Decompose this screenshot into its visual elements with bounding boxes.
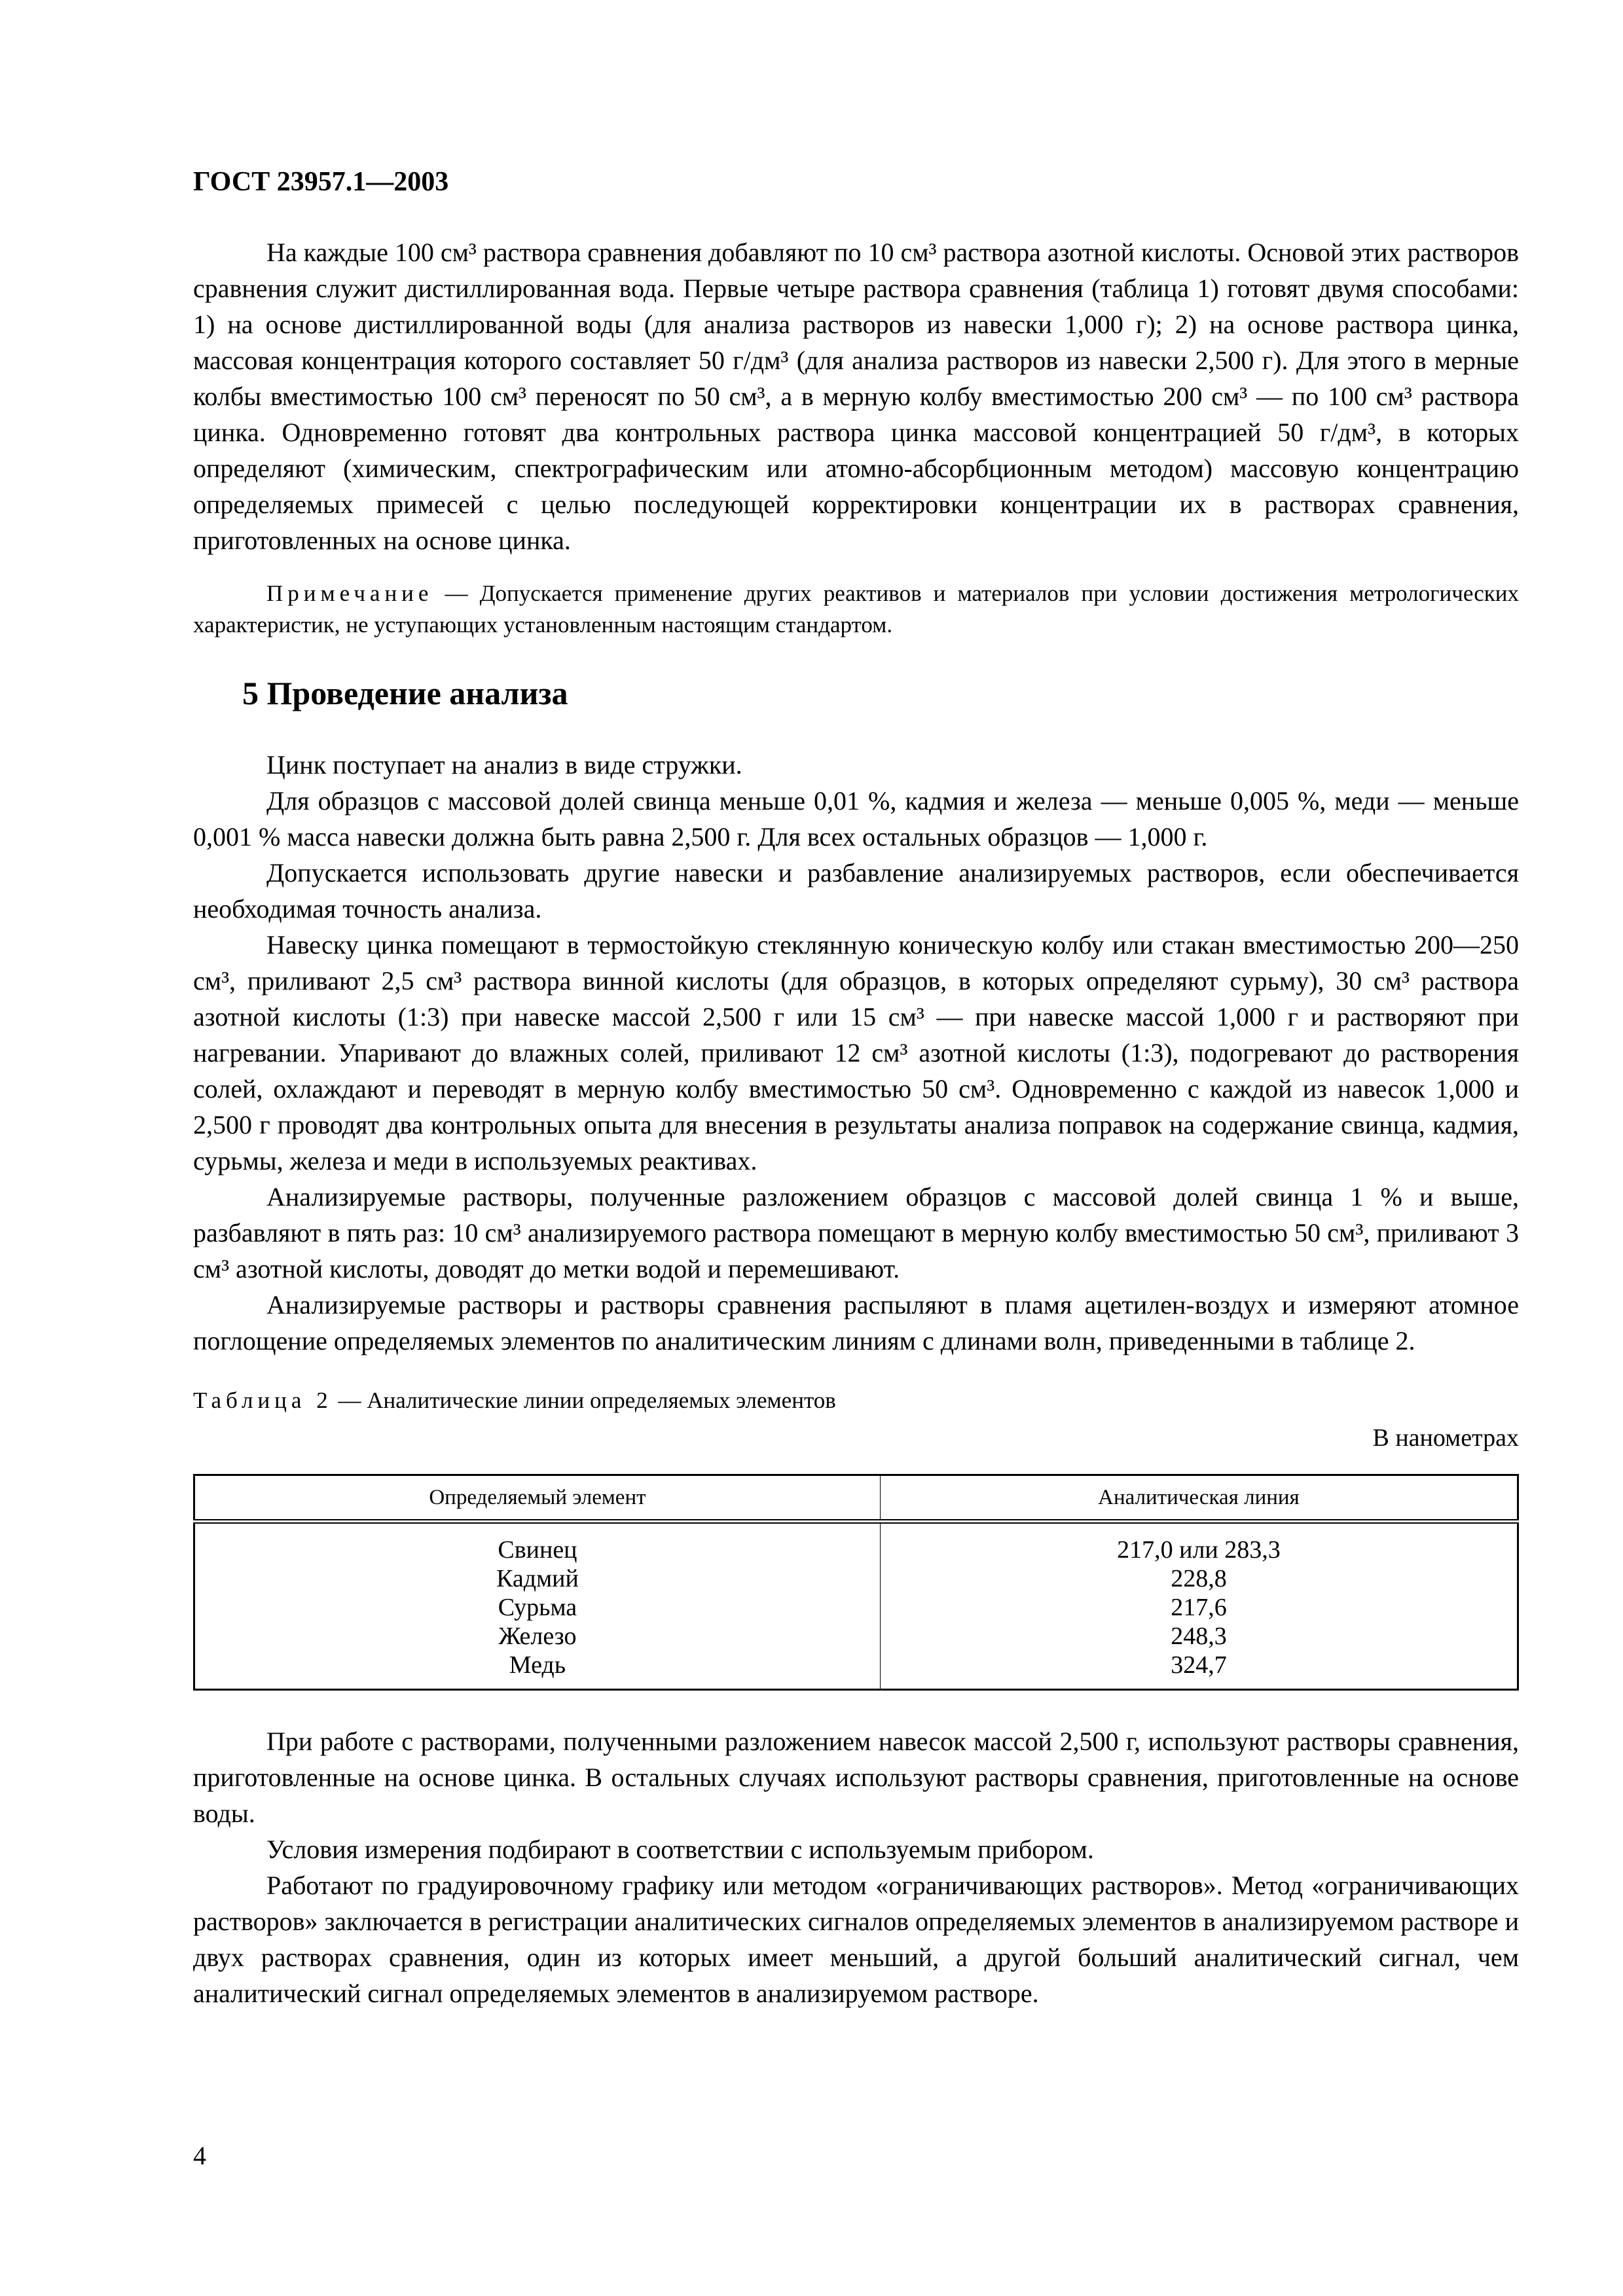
paragraph: Допускается использовать другие навески и разбавление анализируемых растворов, если обеспечивается необходимая точность анализа. — [193, 858, 1519, 924]
note-text: — Допускается применение других реактивов и материалов при условии достижения метрологических характеристик, не уступающих установленным настоящим стандартом. — [193, 581, 1519, 637]
table-body — [194, 1522, 1518, 1690]
paragraph: Анализируемые растворы и растворы сравнения распыляют в пламя ацетилен-воздух и измеряют атомное поглощение определяемых элементов по аналитическим линиям с длинами волн, приведенными в таблице 2. — [193, 1290, 1519, 1355]
note-label: Примечание — [266, 581, 433, 606]
note — [193, 578, 1519, 641]
table-cell: Железо — [498, 1623, 577, 1650]
column-header-element: Определяемый элемент — [194, 1475, 881, 1522]
table-cell: 217,6 — [1171, 1594, 1227, 1621]
table-unit: В нанометрах — [1372, 1424, 1519, 1452]
table-cell: Свинец — [498, 1536, 577, 1564]
line-column — [880, 1522, 1518, 1690]
page-number: 4 — [193, 2141, 206, 2170]
paragraph: При работе с растворами, полученными разложением навесок массой 2,500 г, используют растворы сравнения, приготовленные на основе цинка. В остальных случаях используют растворы сравнения, приготовленные на основе воды. — [193, 1727, 1519, 1828]
table-caption-label: Таблица 2 — [193, 1388, 333, 1413]
table-cell: Сурьма — [498, 1594, 577, 1621]
table-cell: 248,3 — [1171, 1623, 1227, 1650]
paragraph: Анализируемые растворы, полученные разложением образцов с массовой долей свинца 1 % и выше, разбавляют в пять раз: 10 см³ анализируемого раствора помещают в мерную колбу вместимостью 50 см³, приливают 3 см³ азотной кислоты, доводят до метки водой и перемешивают. — [193, 1182, 1519, 1283]
paragraph: На каждые 100 см³ раствора сравнения добавляют по 10 см³ раствора азотной кислоты. Основой этих растворов сравнения служит дистиллированная вода. Первые четыре раствора сравнения (таблица 1) готовят двумя способами: 1) на основе дистиллированной воды (для анализа растворов из навески 1,000 г); 2) на основе раствора цинка, массовая концентрация которого составляет 50 г/дм³ (для анализа растворов из навески 2,500 г). Для этого в мерные колбы вместимостью 100 см³ переносят по 50 см³, а в мерную колбу вместимостью 200 см³ — по 100 см³ раствора цинка. Одновременно готовят два контрольных раствора цинка массовой концентрацией 50 г/дм³, в которых определяют (химическим, спектрографическим или атомно-абсорбционным методом) массовую концентрацию определяемых примесей с целью последующей корректировки концентрации их в растворах сравнения, приготовленных на основе цинка. — [193, 238, 1519, 555]
table-header-row — [194, 1475, 1518, 1522]
column-header-line: Аналитическая линия — [880, 1475, 1518, 1522]
table-cell: Медь — [509, 1651, 566, 1679]
table-cell: 228,8 — [1171, 1565, 1227, 1592]
paragraph: Условия измерения подбирают в соответствии с используемым прибором. — [266, 1835, 1094, 1864]
table-cell: 217,0 или 283,3 — [1117, 1536, 1281, 1564]
paragraph: Работают по градуировочному графику или методом «ограничивающих растворов». Метод «ограничивающих растворов» заключается в регистрации аналитических сигналов определяемых элементов в анализируемом растворе и двух растворах сравнения, один из которых имеет меньший, а другой больший аналитический сигнал, чем аналитический сигнал определяемых элементов в анализируемом растворе. — [193, 1871, 1519, 2008]
paragraph: Навеску цинка помещают в термостойкую стеклянную коническую колбу или стакан вместимостью 200—250 см³, приливают 2,5 см³ раствора винной кислоты (для образцов, в которых определяют сурьму), 30 см³ раствора азотной кислоты (1:3) при навеске массой 2,500 г или 15 см³ — при навеске массой 1,000 г и растворяют при нагревании. Упаривают до влажных солей, приливают 12 см³ азотной кислоты (1:3), подогревают до растворения солей, охлаждают и переводят в мерную колбу вместимостью 50 см³. Одновременно с каждой из навесок 1,000 и 2,500 г проводят два контрольных опыта для внесения в результаты анализа поправок на содержание свинца, кадмия, сурьмы, железа и меди в используемых реактивах. — [193, 930, 1519, 1175]
element-column — [194, 1522, 881, 1690]
table-cell: 324,7 — [1171, 1651, 1227, 1679]
section-heading: 5 Проведение анализа — [242, 675, 568, 711]
wavelength-table — [193, 1474, 1519, 1691]
paragraph: Для образцов с массовой долей свинца меньше 0,01 %, кадмия и железа — меньше 0,005 %, меди — меньше 0,001 % масса навески должна быть равна 2,500 г. Для всех остальных образцов — 1,000 г. — [193, 786, 1519, 852]
table-caption — [193, 1385, 1519, 1416]
paragraph: Цинк поступает на анализ в виде стружки. — [266, 750, 742, 780]
document-page — [193, 164, 1519, 2011]
table-cell: Кадмий — [496, 1565, 579, 1592]
document-header: ГОСТ 23957.1—2003 — [193, 167, 449, 197]
table-caption-text: — Аналитические линии определяемых элементов — [332, 1388, 836, 1413]
